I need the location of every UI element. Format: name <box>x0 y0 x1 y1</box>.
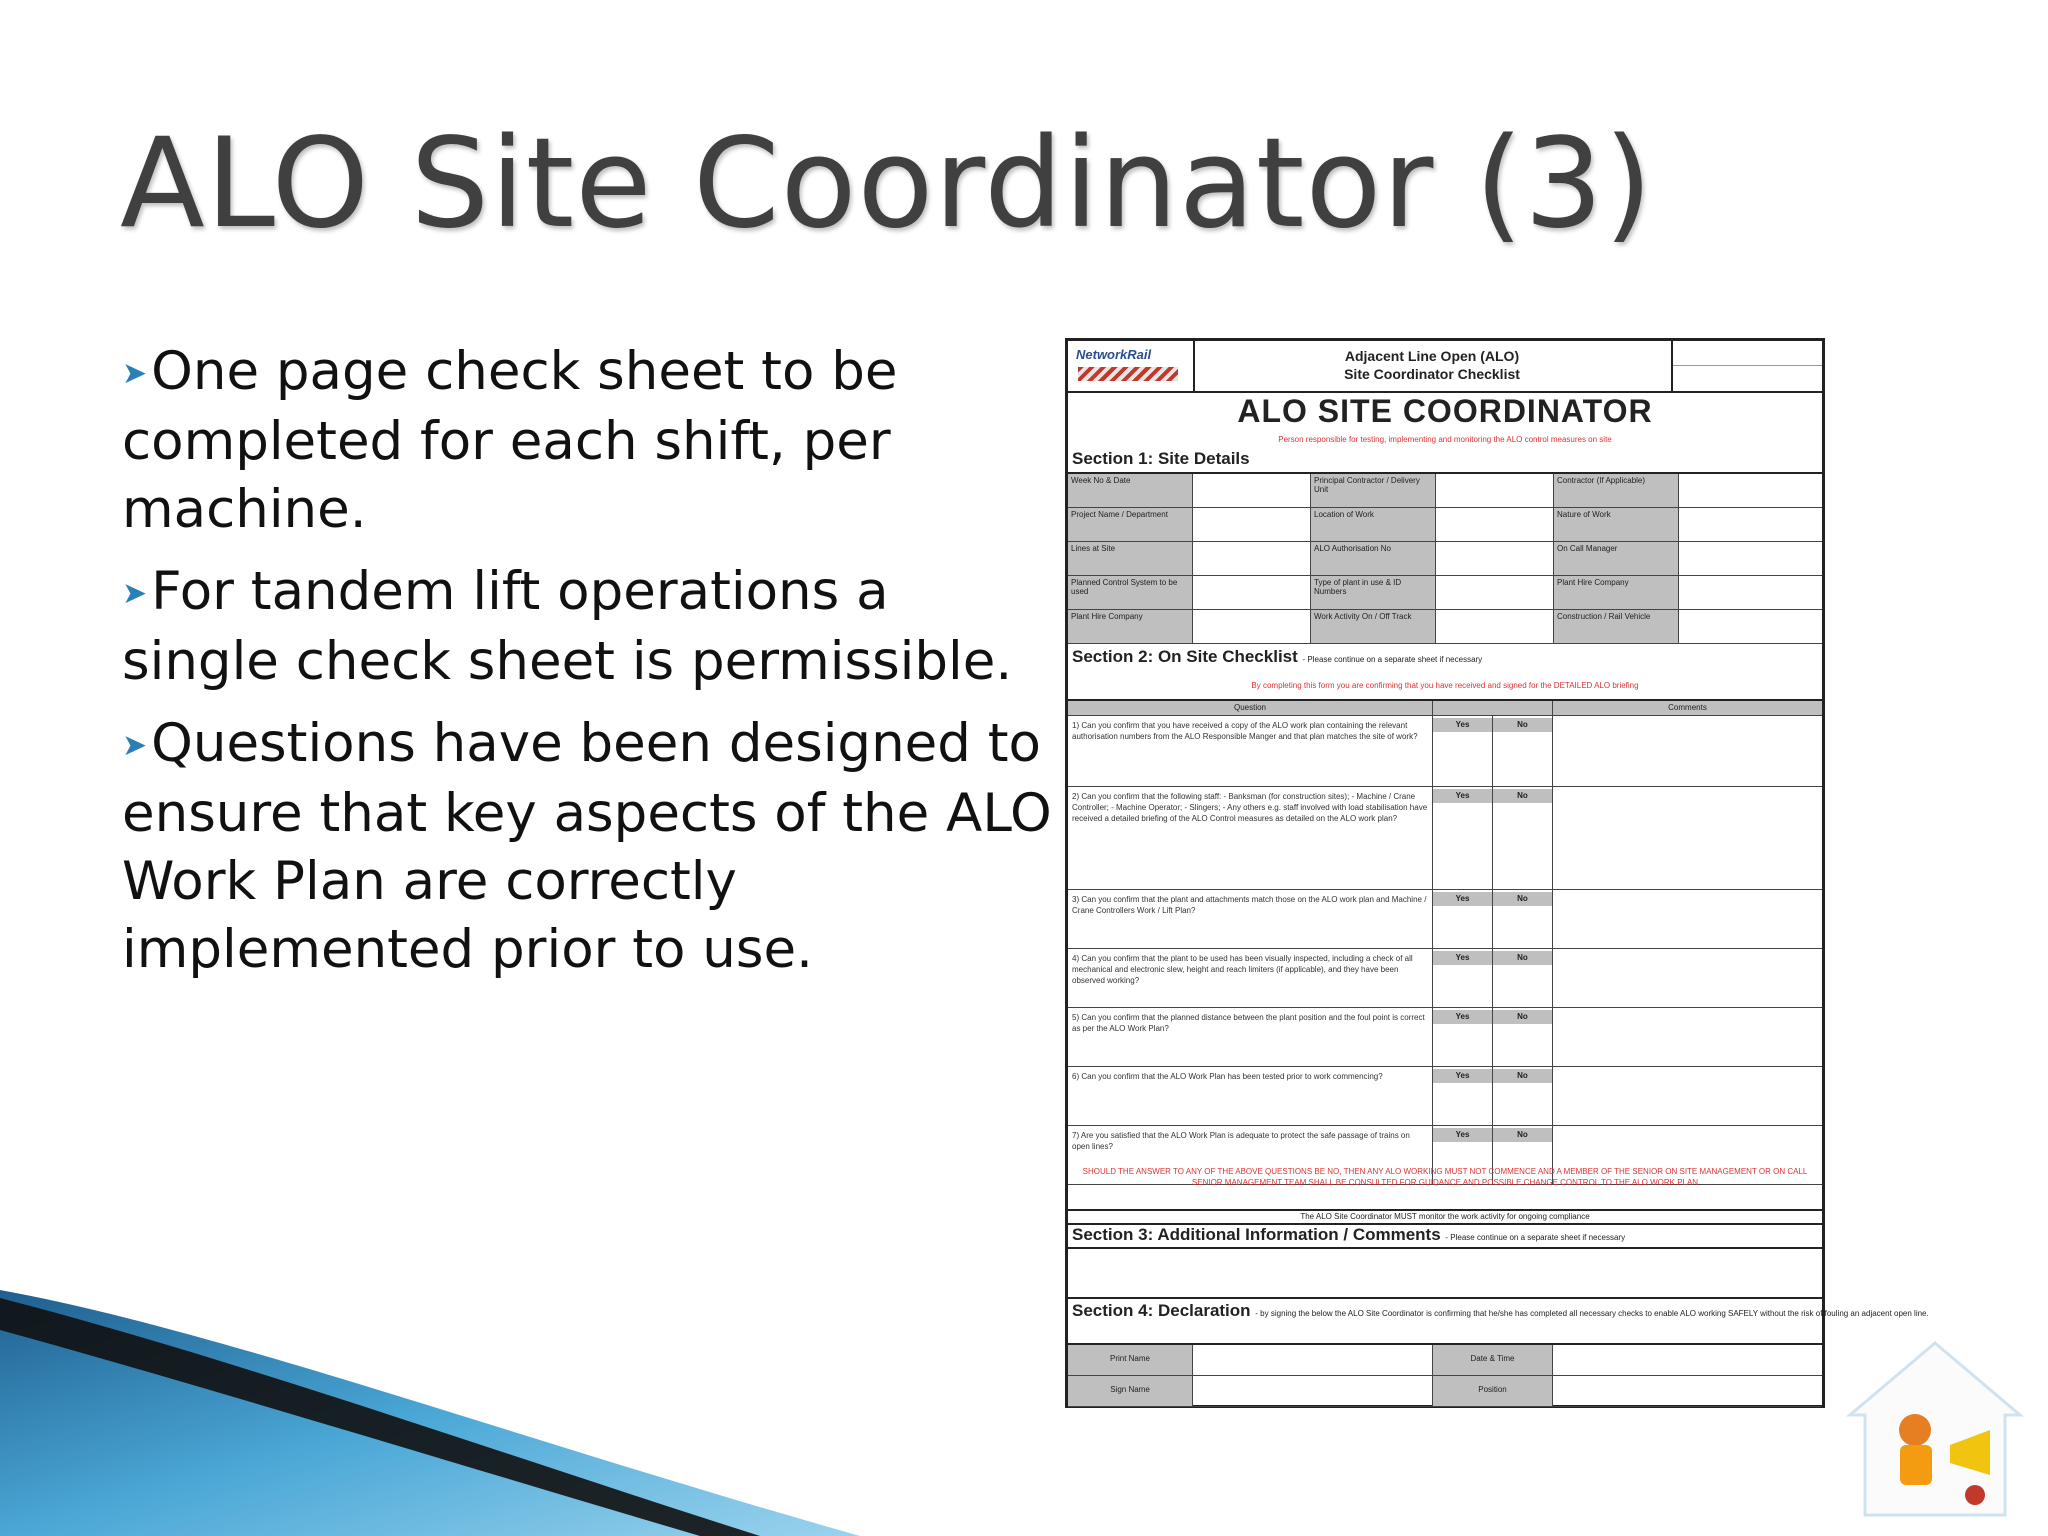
site-details-label: Lines at Site <box>1068 542 1193 575</box>
site-details-value <box>1193 576 1311 609</box>
blue-swoosh-decoration <box>0 1290 860 1536</box>
declaration-grid: Print Name Date & Time Sign Name Position <box>1068 1343 1822 1407</box>
answer-no-label: No <box>1493 951 1552 965</box>
answer-no-box <box>1493 1067 1553 1125</box>
answer-no-box <box>1493 1008 1553 1066</box>
site-details-label: Work Activity On / Off Track <box>1311 610 1436 643</box>
site-details-value <box>1193 542 1311 575</box>
site-details-value <box>1679 508 1822 541</box>
site-details-label: Week No & Date <box>1068 474 1193 507</box>
site-details-label: ALO Authorisation No <box>1311 542 1436 575</box>
site-details-label: Location of Work <box>1311 508 1436 541</box>
section4-title: Section 4: Declaration - by signing the below the ALO Site Coordinator is confirming that he/she has completed all necessary checks to enable ALO working SAFELY without the risk of fouling an adjacent open line. <box>1072 1301 1929 1320</box>
question-row <box>1068 1008 1822 1067</box>
arrow-bullet-icon: ➤ <box>122 356 148 391</box>
answer-no-box <box>1493 716 1553 786</box>
question-text: 2) Can you confirm that the following staff: - Banksman (for construction sites); - Machine / Crane Controller; - Machine Operator; - Slingers; - Any others e.g. staff involved with load stabilisation have received a detailed briefing of the ALO Control measures as detailed on the ALO work plan? <box>1068 787 1433 889</box>
answer-yes-label: Yes <box>1433 1010 1492 1024</box>
site-details-row <box>1068 474 1822 508</box>
question-row <box>1068 716 1822 787</box>
question-row <box>1068 890 1822 949</box>
question-rows <box>1068 716 1822 1185</box>
slide-title: ALO Site Coordinator (3) <box>120 112 1654 256</box>
comments-box <box>1068 1247 1822 1299</box>
answer-no-label: No <box>1493 892 1552 906</box>
bullet-item <box>122 710 1052 984</box>
question-comment-cell <box>1553 787 1822 889</box>
answer-no-label: No <box>1493 1128 1552 1142</box>
answer-yes-box <box>1433 949 1493 1007</box>
answer-yes-box <box>1433 787 1493 889</box>
question-text: 7) Are you satisfied that the ALO Work Plan is adequate to protect the safe passage of trains on open lines? <box>1068 1126 1433 1184</box>
site-details-row <box>1068 542 1822 576</box>
answer-yes-label: Yes <box>1433 789 1492 803</box>
answer-no-box <box>1493 890 1553 948</box>
site-details-value <box>1436 542 1554 575</box>
question-text: 1) Can you confirm that you have received a copy of the ALO work plan containing the relevant authorisation numbers from the ALO Responsible Manger and that plan matches the site of work? <box>1068 716 1433 786</box>
section2-subtitle: By completing this form you are confirming that you have received and signed for the DETAILED ALO briefing <box>1251 681 1639 690</box>
network-rail-logo: NetworkRail <box>1068 341 1195 391</box>
bullet-item <box>122 558 1052 696</box>
answer-yes-label: Yes <box>1433 951 1492 965</box>
question-comment-cell <box>1553 1067 1822 1125</box>
question-comment-cell <box>1553 949 1822 1007</box>
monitor-note-box: The ALO Site Coordinator MUST monitor the work activity for ongoing compliance <box>1068 1209 1822 1225</box>
site-details-label: Principal Contractor / Delivery Unit <box>1311 474 1436 507</box>
form-main-subtitle: Person responsible for testing, implementing and monitoring the ALO control measures on site <box>1278 435 1612 444</box>
section2-title: Section 2: On Site Checklist - Please continue on a separate sheet if necessary <box>1072 647 1483 666</box>
section3-title: Section 3: Additional Information / Comments - Please continue on a separate sheet if necessary <box>1072 1225 1626 1244</box>
site-details-value <box>1679 576 1822 609</box>
answer-yes-label: Yes <box>1433 1069 1492 1083</box>
site-details-label: Contractor (If Applicable) <box>1554 474 1679 507</box>
answer-yes-box <box>1433 1008 1493 1066</box>
site-details-label: Nature of Work <box>1554 508 1679 541</box>
question-text: 5) Can you confirm that the planned distance between the plant position and the foul point is correct as per the ALO Work Plan? <box>1068 1008 1433 1066</box>
site-details-value <box>1679 610 1822 643</box>
answer-no-label: No <box>1493 718 1552 732</box>
site-details-value <box>1679 474 1822 507</box>
site-details-label: Plant Hire Company <box>1068 610 1193 643</box>
answer-yes-box <box>1433 1067 1493 1125</box>
checklist-header-row: Question Comments <box>1068 701 1822 716</box>
site-details-row <box>1068 508 1822 542</box>
site-details-row <box>1068 576 1822 610</box>
answer-yes-box <box>1433 716 1493 786</box>
question-text: 4) Can you confirm that the plant to be used has been visually inspected, including a check of all mechanical and electronic slew, height and reach limiters (if applicable), and they have been observed working? <box>1068 949 1433 1007</box>
bullet-text: For tandem lift operations a single check sheet is permissible. <box>122 561 1013 692</box>
site-details-row <box>1068 610 1822 644</box>
site-details-label: Type of plant in use & ID Numbers <box>1311 576 1436 609</box>
site-details-value <box>1193 474 1311 507</box>
site-details-grid <box>1068 472 1822 644</box>
site-details-label: Plant Hire Company <box>1554 576 1679 609</box>
answer-no-label: No <box>1493 789 1552 803</box>
site-details-value <box>1193 610 1311 643</box>
answer-no-box <box>1493 787 1553 889</box>
form-header-meta <box>1673 341 1822 391</box>
site-details-value <box>1679 542 1822 575</box>
form-header-title: Adjacent Line Open (ALO) Site Coordinator Checklist <box>1193 341 1673 391</box>
question-text: 6) Can you confirm that the ALO Work Plan has been tested prior to work commencing? <box>1068 1067 1433 1125</box>
arrow-bullet-icon: ➤ <box>122 576 148 611</box>
logo-stripe-icon <box>1078 367 1178 381</box>
site-details-value <box>1193 508 1311 541</box>
question-row <box>1068 1067 1822 1126</box>
form-header <box>1068 341 1822 393</box>
checklist-grid <box>1068 699 1822 1185</box>
question-comment-cell <box>1553 890 1822 948</box>
answer-yes-label: Yes <box>1433 718 1492 732</box>
house-safety-icon <box>1840 1335 2030 1525</box>
bullet-item <box>122 338 1052 544</box>
arrow-bullet-icon: ➤ <box>122 728 148 763</box>
question-comment-cell <box>1553 716 1822 786</box>
answer-yes-box <box>1433 890 1493 948</box>
bullet-text: Questions have been designed to ensure that key aspects of the ALO Work Plan are correctly implemented prior to use. <box>122 713 1052 980</box>
bullet-list <box>122 338 1052 998</box>
question-comment-cell <box>1553 1008 1822 1066</box>
site-details-label: Planned Control System to be used <box>1068 576 1193 609</box>
site-details-label: On Call Manager <box>1554 542 1679 575</box>
answer-yes-label: Yes <box>1433 892 1492 906</box>
question-row <box>1068 787 1822 890</box>
question-text: 3) Can you confirm that the plant and attachments match those on the ALO work plan and Machine / Crane Controllers Work / Lift Plan? <box>1068 890 1433 948</box>
site-details-label: Project Name / Department <box>1068 508 1193 541</box>
warning-text: SHOULD THE ANSWER TO ANY OF THE ABOVE QUESTIONS BE NO, THEN ANY ALO WORKING MUST NOT COMMENCE AND A MEMBER OF THE SENIOR ON SITE MANAGEMENT OR ON CALL SENIOR MANAGEMENT TEAM SHALL BE CONSULTED FOR GUIDANCE AND POSSIBLE CHANGE CONTROL TO THE ALO WORK PLAN <box>1082 1167 1808 1187</box>
site-details-value <box>1436 474 1554 507</box>
answer-no-label: No <box>1493 1069 1552 1083</box>
site-details-label: Construction / Rail Vehicle <box>1554 610 1679 643</box>
bullet-text: One page check sheet to be completed for each shift, per machine. <box>122 341 898 540</box>
checklist-form-image <box>1065 338 1929 1408</box>
site-details-value <box>1436 508 1554 541</box>
answer-no-label: No <box>1493 1010 1552 1024</box>
answer-yes-label: Yes <box>1433 1128 1492 1142</box>
answer-no-box <box>1493 949 1553 1007</box>
site-details-value <box>1436 576 1554 609</box>
site-details-value <box>1436 610 1554 643</box>
form-main-title: ALO SITE COORDINATOR <box>1237 393 1653 429</box>
section1-title: Section 1: Site Details <box>1072 449 1250 468</box>
question-row <box>1068 949 1822 1008</box>
